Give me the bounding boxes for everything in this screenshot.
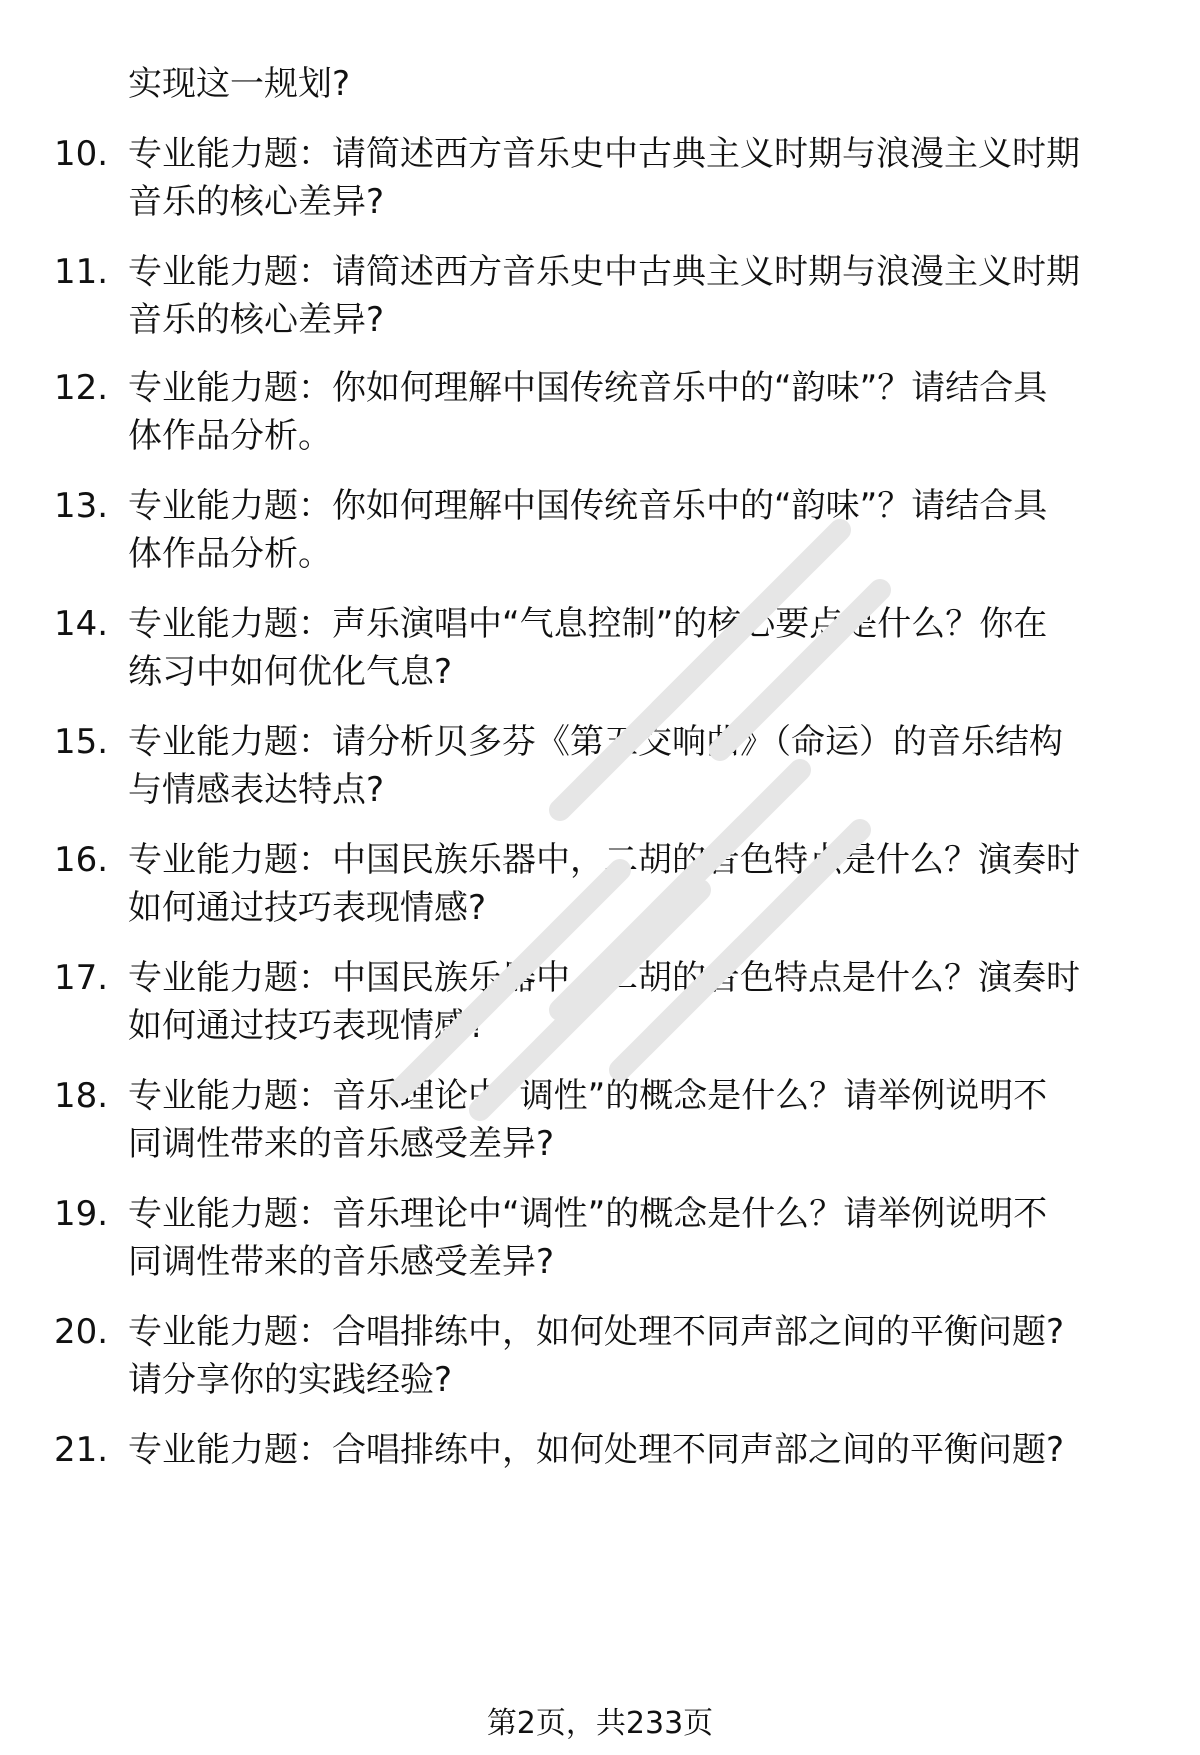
question-text-line: 同调性带来的音乐感受差异?	[128, 1242, 555, 1282]
question-text-line: 专业能力题：请简述西方音乐史中古典主义时期与浪漫主义时期	[128, 252, 1080, 292]
question-text-line: 练习中如何优化气息?	[128, 652, 453, 692]
question-text-line: 专业能力题：合唱排练中，如何处理不同声部之间的平衡问题?	[128, 1430, 1065, 1470]
question-text-line: 体作品分析。	[128, 416, 332, 456]
question-text-line: 专业能力题：中国民族乐器中，二胡的音色特点是什么？演奏时	[128, 840, 1080, 880]
question-text-line: 音乐的核心差异?	[128, 182, 385, 222]
question-number: 12.	[54, 368, 109, 408]
question-number: 11.	[54, 252, 109, 292]
question-text-line: 如何通过技巧表现情感?	[128, 888, 487, 928]
question-text-line: 请分享你的实践经验?	[128, 1360, 453, 1400]
question-text-line: 专业能力题：请分析贝多芬《第五交响曲》（命运）的音乐结构	[128, 722, 1063, 762]
question-text-line: 如何通过技巧表现情感?	[128, 1006, 487, 1046]
question-text-line: 专业能力题：中国民族乐器中，二胡的音色特点是什么？演奏时	[128, 958, 1080, 998]
question-number: 15.	[54, 722, 109, 762]
continued-question-text: 实现这一规划?	[128, 64, 351, 104]
question-text-line: 专业能力题：合唱排练中，如何处理不同声部之间的平衡问题?	[128, 1312, 1065, 1352]
question-number: 21.	[54, 1430, 109, 1470]
question-number: 16.	[54, 840, 109, 880]
question-text-line: 专业能力题：音乐理论中“调性”的概念是什么？请举例说明不	[128, 1076, 1048, 1116]
question-number: 10.	[54, 134, 109, 174]
question-text-line: 专业能力题：你如何理解中国传统音乐中的“韵味”？请结合具	[128, 486, 1048, 526]
question-text-line: 专业能力题：你如何理解中国传统音乐中的“韵味”？请结合具	[128, 368, 1048, 408]
question-text-line: 专业能力题：请简述西方音乐史中古典主义时期与浪漫主义时期	[128, 134, 1080, 174]
question-number: 14.	[54, 604, 109, 644]
question-number: 19.	[54, 1194, 109, 1234]
question-number: 17.	[54, 958, 109, 998]
question-text-line: 专业能力题：声乐演唱中“气息控制”的核心要点是什么？你在	[128, 604, 1048, 644]
question-text-line: 专业能力题：音乐理论中“调性”的概念是什么？请举例说明不	[128, 1194, 1048, 1234]
question-number: 20.	[54, 1312, 109, 1352]
question-text-line: 同调性带来的音乐感受差异?	[128, 1124, 555, 1164]
question-number: 13.	[54, 486, 109, 526]
question-number: 18.	[54, 1076, 109, 1116]
question-text-line: 体作品分析。	[128, 534, 332, 574]
page-footer: 第2页，共233页	[486, 1706, 714, 1741]
question-text-line: 与情感表达特点?	[128, 770, 385, 810]
question-text-line: 音乐的核心差异?	[128, 300, 385, 340]
